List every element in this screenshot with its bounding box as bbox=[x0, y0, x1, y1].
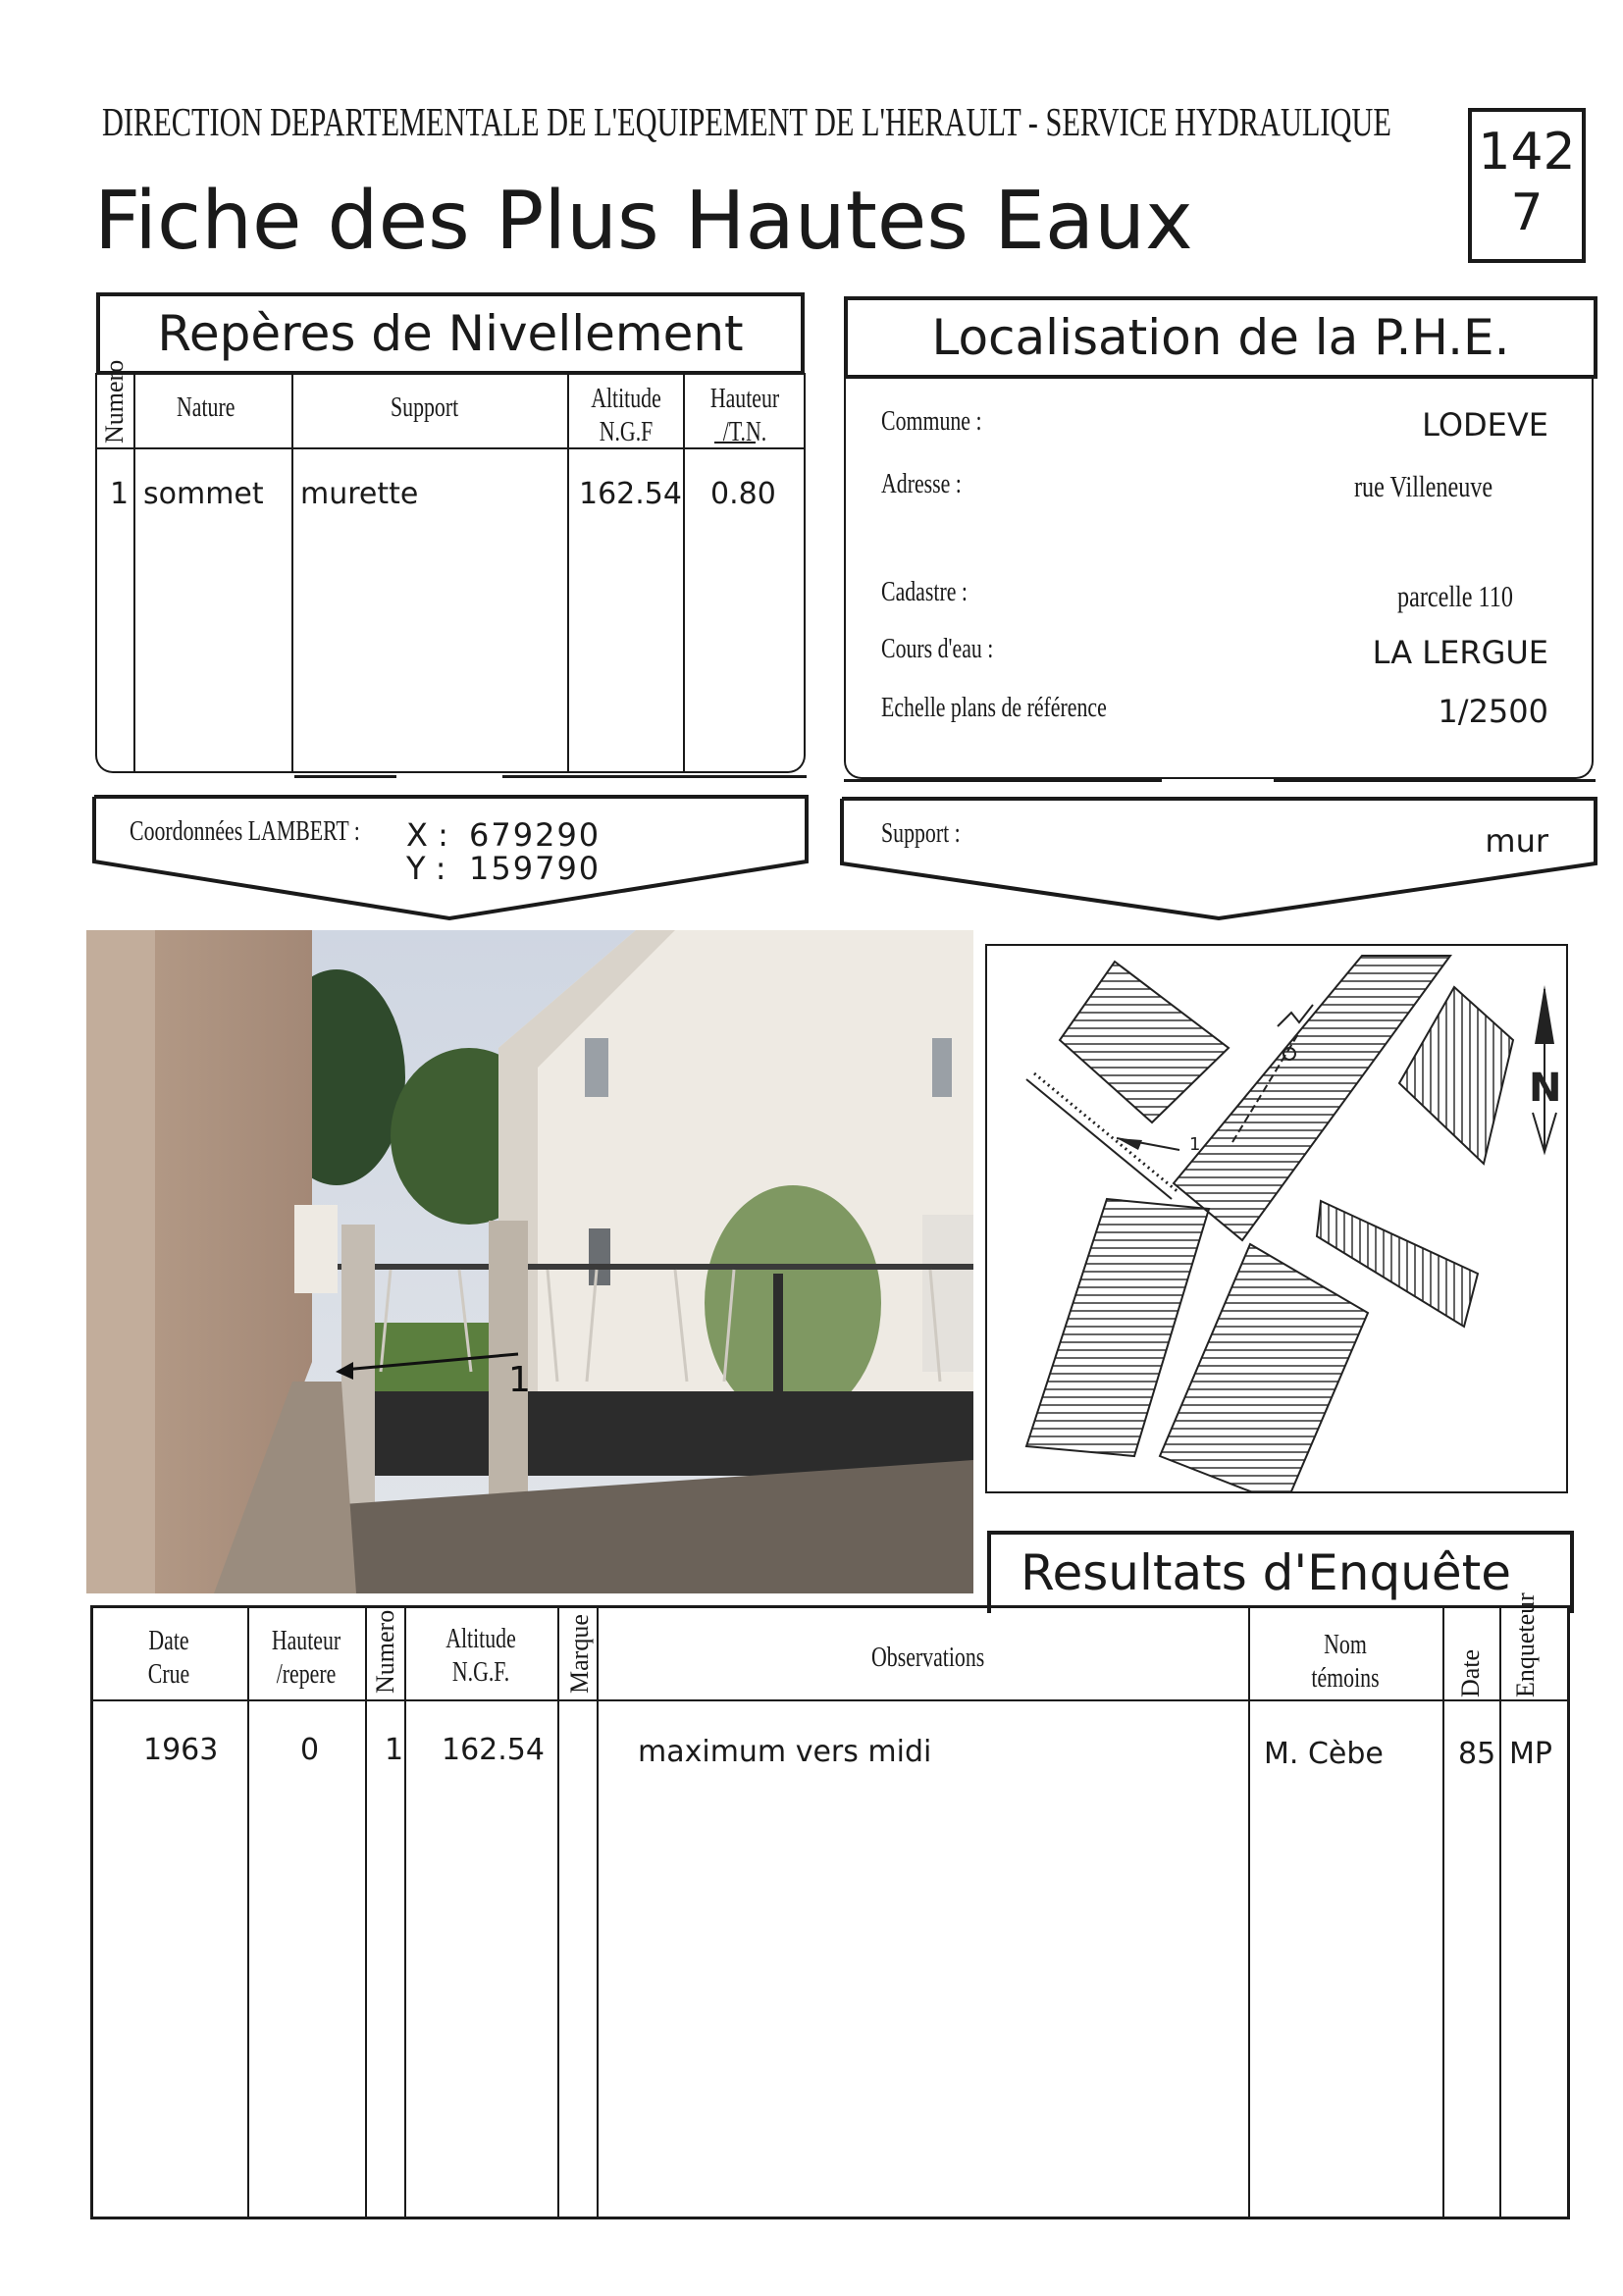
resultats-table bbox=[90, 1605, 1570, 2219]
resultats-header-nom-temoins: Nom témoins bbox=[1311, 1630, 1380, 1694]
commune-label: Commune : bbox=[881, 406, 982, 437]
lambert-label: Coordonnées LAMBERT : bbox=[130, 816, 360, 847]
resultats-row-altitude: 162.54 bbox=[442, 1733, 545, 1767]
photo-marker-label: 1 bbox=[508, 1360, 531, 1400]
fiche-sub-number: 7 bbox=[1510, 183, 1544, 242]
reperes-header-support: Support bbox=[391, 392, 459, 423]
echelle-value: 1/2500 bbox=[1438, 693, 1548, 730]
lambert-y-label: Y : bbox=[406, 850, 446, 887]
resultats-header-marque: Marque bbox=[565, 1614, 594, 1694]
resultats-header-date-crue: Date Crue bbox=[147, 1626, 190, 1690]
commune-value: LODEVE bbox=[1422, 406, 1548, 444]
reperes-row-numero: 1 bbox=[110, 477, 130, 511]
support-value: mur bbox=[1485, 822, 1548, 860]
reperes-row-hauteur: 0.80 bbox=[710, 477, 776, 511]
cadastre-label: Cadastre : bbox=[881, 577, 968, 607]
adresse-label: Adresse : bbox=[881, 469, 962, 499]
location-plan-drawing bbox=[987, 946, 1566, 1491]
resultats-header-hauteur: Hauteur /repere bbox=[271, 1626, 341, 1690]
resultats-row-enqueteur: MP bbox=[1509, 1737, 1552, 1771]
header-direction: DIRECTION DEPARTEMENTALE DE L'EQUIPEMENT DE L'HERAULT - SERVICE HYDRAULIQUE bbox=[102, 99, 1391, 144]
reperes-header-numero: Numero bbox=[100, 359, 129, 444]
resultats-header-observations: Observations bbox=[871, 1643, 985, 1673]
page-title: Fiche des Plus Hautes Eaux bbox=[94, 175, 1193, 268]
reperes-row-nature: sommet bbox=[143, 477, 264, 511]
north-arrow-icon bbox=[1529, 985, 1561, 1152]
support-label: Support : bbox=[881, 818, 961, 849]
lambert-x-label: X : bbox=[406, 816, 448, 854]
lambert-x-value: 679290 bbox=[469, 816, 602, 854]
resultats-row-date: 85 bbox=[1458, 1737, 1496, 1771]
echelle-label: Echelle plans de référence bbox=[881, 693, 1107, 723]
fiche-number-box bbox=[1468, 108, 1586, 263]
lambert-y-value: 159790 bbox=[469, 850, 602, 887]
resultats-header-altitude: Altitude N.G.F. bbox=[445, 1624, 516, 1688]
reperes-title: Repères de Nivellement bbox=[96, 292, 805, 375]
plan-marker-label: 1 bbox=[1189, 1134, 1201, 1155]
fiche-number: 142 bbox=[1478, 123, 1576, 182]
cadastre-value: parcelle 110 bbox=[1397, 579, 1513, 613]
resultats-row-observations: maximum vers midi bbox=[638, 1735, 932, 1769]
resultats-row-date-crue: 1963 bbox=[143, 1733, 219, 1767]
reperes-header-altitude: Altitude N.G.F bbox=[591, 384, 661, 447]
north-label: N bbox=[1529, 1066, 1562, 1111]
reperes-row-altitude: 162.54 bbox=[579, 477, 682, 511]
reperes-row-support: murette bbox=[300, 477, 419, 511]
resultats-header-enqueteur: Enqueteur bbox=[1511, 1592, 1540, 1697]
adresse-value: rue Villeneuve bbox=[1354, 469, 1493, 503]
resultats-row-numero: 1 bbox=[385, 1733, 404, 1767]
reperes-header-hauteur: Hauteur /T.N. bbox=[709, 384, 780, 447]
resultats-header-date: Date bbox=[1456, 1648, 1485, 1697]
reperes-header-nature: Nature bbox=[177, 392, 236, 423]
lambert-arrow-box bbox=[90, 793, 811, 922]
resultats-row-hauteur: 0 bbox=[300, 1733, 320, 1767]
resultats-title: Resultats d'Enquête bbox=[1021, 1544, 1511, 1601]
site-photo bbox=[86, 930, 973, 1593]
cours-eau-value: LA LERGUE bbox=[1372, 634, 1548, 671]
cours-eau-label: Cours d'eau : bbox=[881, 634, 994, 664]
resultats-row-nom: M. Cèbe bbox=[1264, 1737, 1384, 1771]
localisation-title: Localisation de la P.H.E. bbox=[844, 296, 1597, 379]
resultats-header-numero: Numero bbox=[371, 1609, 399, 1694]
